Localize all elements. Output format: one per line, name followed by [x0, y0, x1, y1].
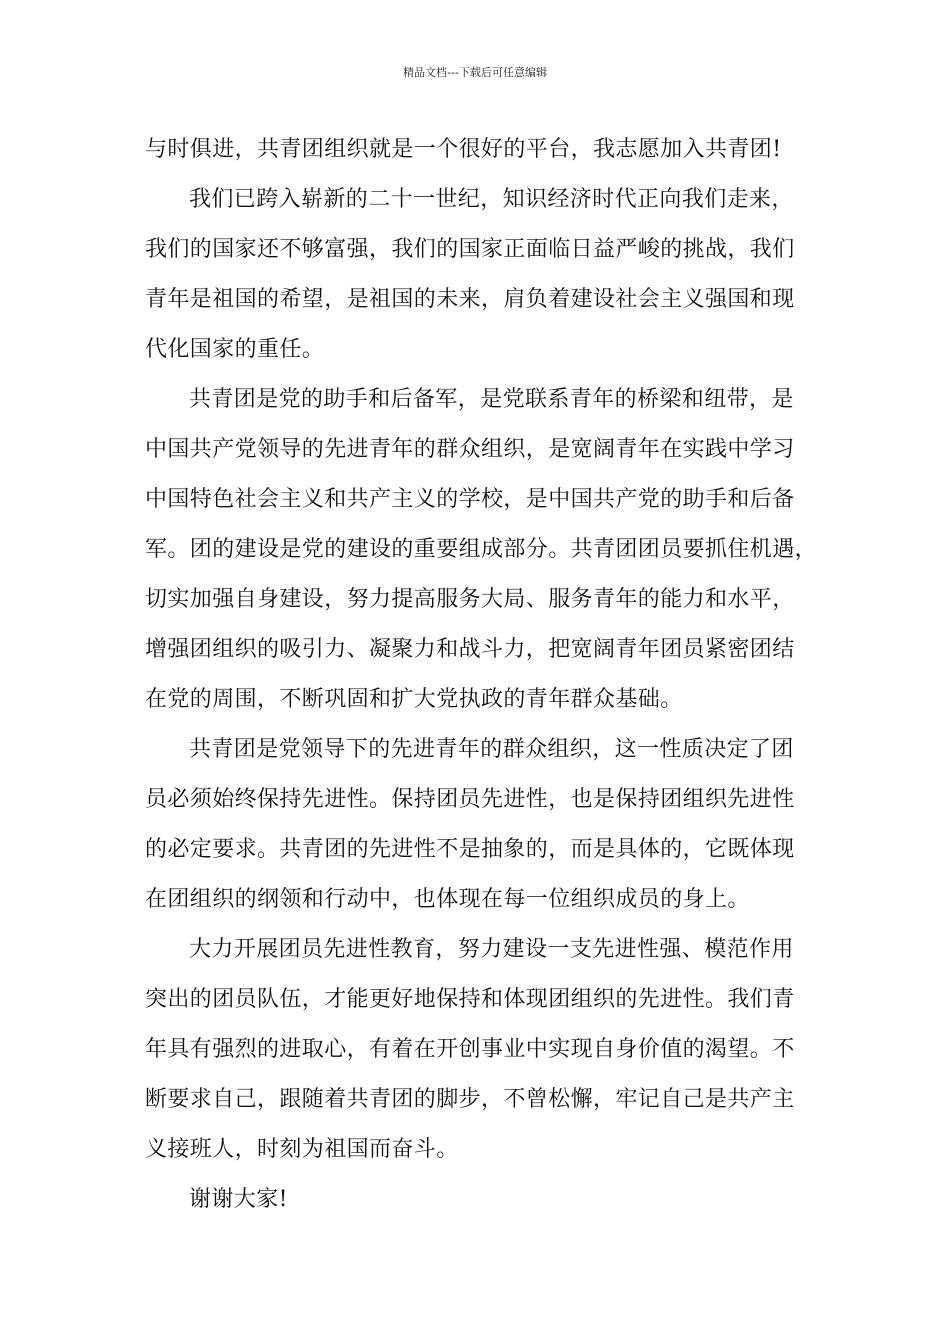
text-line: 我们的国家还不够富强，我们的国家正面临日益严峻的挑战，我们 [145, 237, 795, 262]
text-line: 断要求自己，跟随着共青团的脚步，不曾松懈，牢记自己是共产主 [145, 1087, 795, 1112]
text-line: 义接班人，时刻为祖国而奋斗。 [145, 1137, 459, 1162]
text-line: 在党的周围，不断巩固和扩大党执政的青年群众基础。 [145, 687, 683, 712]
text-line: 中国特色社会主义和共产主义的学校，是中国共产党的助手和后备 [145, 487, 795, 512]
document-body [145, 125, 835, 1225]
text-line: 与时俱进，共青团组织就是一个很好的平台，我志愿加入共青团! [145, 137, 782, 162]
text-line: 我们已跨入崭新的二十一世纪，知识经济时代正向我们走来， [189, 187, 794, 212]
text-line: 共青团是党领导下的先进青年的群众组织，这一性质决定了团 [189, 737, 794, 762]
text-line: 在团组织的纲领和行动中，也体现在每一位组织成员的身上。 [145, 887, 750, 912]
text-line: 谢谢大家! [189, 1187, 288, 1212]
text-line: 中国共产党领导的先进青年的群众组织，是宽阔青年在实践中学习 [145, 437, 795, 462]
text-line: 切实加强自身建设，努力提高服务大局、服务青年的能力和水平， [145, 587, 795, 612]
text-line: 大力开展团员先进性教育，努力建设一支先进性强、模范作用 [189, 937, 794, 962]
text-line: 的必定要求。共青团的先进性不是抽象的，而是具体的，它既体现 [145, 837, 795, 862]
page-header: 精品文档---下载后可任意编辑 [403, 66, 547, 79]
text-line: 共青团是党的助手和后备军，是党联系青年的桥梁和纽带，是 [189, 387, 794, 412]
text-line: 年具有强烈的进取心，有着在开创事业中实现自身价值的渴望。不 [145, 1037, 795, 1062]
text-line: 突出的团员队伍，才能更好地保持和体现团组织的先进性。我们青 [145, 987, 795, 1012]
text-line: 代化国家的重任。 [145, 337, 325, 362]
text-line: 员必须始终保持先进性。保持团员先进性，也是保持团组织先进性 [145, 787, 795, 812]
text-line: 军。团的建设是党的建设的重要组成部分。共青团团员要抓住机遇， [145, 537, 818, 562]
text-line: 增强团组织的吸引力、凝聚力和战斗力，把宽阔青年团员紧密团结 [145, 637, 795, 662]
text-line: 青年是祖国的希望，是祖国的未来，肩负着建设社会主义强国和现 [145, 287, 795, 312]
